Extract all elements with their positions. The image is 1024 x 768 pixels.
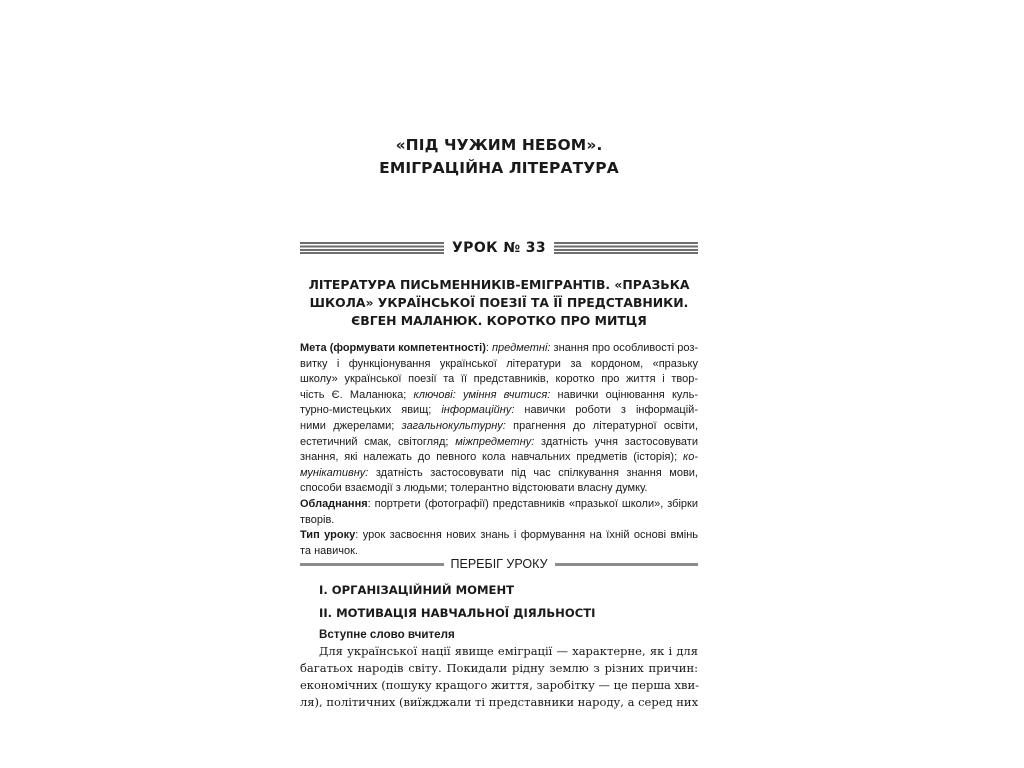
lesson-header-left-rule <box>300 242 444 254</box>
section-heading-2: ІІ. МОТИВАЦІЯ НАВЧАЛЬНОЇ ДІЯЛЬНОСТІ <box>319 606 596 620</box>
body-line: ля), політичних (виїжджали ті представники народу, а серед них <box>300 695 699 709</box>
lesson-number: УРОК № 33 <box>451 240 547 256</box>
goal-text: витку і функціонування української літератури за кордоном, «празьку <box>300 357 698 370</box>
lesson-type-label: Тип уроку <box>300 529 356 542</box>
lesson-meta <box>300 341 698 559</box>
goal-text: здатність застосовувати під час спілкування знання мови, <box>368 466 698 479</box>
goal-text: турно-мистецьких явищ; <box>300 404 442 417</box>
lesson-type-text: : урок засвоєння нових знань і формування на їхній основі вмінь <box>355 529 699 542</box>
goal-subject-term: предметні: <box>491 342 551 354</box>
lesson-progress-header <box>300 557 698 571</box>
goal-paragraph: Мета (формувати компетентності): предметні: знання про особливості роз- витку і функціонування української літератури за кордоном, «празьку школу» української поезії та її представників, коротко про життя і твор- чість Є. Маланюка; ключові: уміння вчитися: навички оцінювання куль- турно-мистецьких явищ; інформаційну: навички роботи з інформацій- ними джерелами; загальнокультурну: прагнення до літературної освіти, естетичний смак, світогляд; міжпредметну: здатність учня застосовувати знання, які належать до певного кола навчальних предметів (історія); ко- мунікативну: здатність застосовувати під час спілкування знання мови, способи взаємодії з людьми; толерантно відстоювати власну думку. <box>300 341 698 497</box>
progress-left-rule <box>300 563 444 566</box>
goal-text: чість Є. Маланюка; <box>300 388 414 401</box>
goal-text: естетичний смак, світогляд; <box>300 435 456 448</box>
goal-text: школу» української поезії та її представників, коротко про життя і твор- <box>300 373 698 386</box>
lesson-header-right-rule <box>554 242 698 254</box>
progress-right-rule <box>555 563 699 566</box>
body-line: багатьох народів світу. Покидали рідну землю з різних причин: <box>300 661 698 675</box>
goal-text: навички оцінювання куль- <box>550 388 698 401</box>
goal-label: Мета (формувати компетентності) <box>300 342 486 354</box>
lesson-topic-line-1: ЛІТЕРАТУРА ПИСЬМЕННИКІВ-ЕМІГРАНТІВ. «ПРАЗЬКА <box>308 277 690 292</box>
goal-text: знання, які належать до певного кола навчальних предметів (історія); <box>300 451 684 464</box>
goal-text: знання про особливості роз- <box>550 342 699 354</box>
body-paragraph <box>300 643 698 711</box>
goal-text: навички роботи з інформацій- <box>514 404 698 417</box>
body-line: Для української нації явище еміграції — характерне, як і для <box>319 644 698 658</box>
goal-comm-term: ко- <box>683 451 698 464</box>
lesson-topic-line-3: ЄВГЕН МАЛАНЮК. КОРОТКО ПРО МИТЦЯ <box>351 313 647 328</box>
lesson-topic-line-2: ШКОЛА» УКРАЇНСЬКОЇ ПОЕЗІЇ ТА ЇЇ ПРЕДСТАВНИКИ. <box>309 295 689 310</box>
goal-culture-term: загальнокультурну: <box>401 419 506 432</box>
progress-label: ПЕРЕБІГ УРОКУ <box>450 557 548 571</box>
equipment-text: : портрети (фотографії) представників «празької школи», збірки <box>367 497 698 510</box>
body-line: економічних (пошуку кращого життя, заробітку — це перша хви- <box>300 678 700 692</box>
goal-text: способи взаємодії з людьми; толерантно відстоювати власну думку. <box>300 482 648 495</box>
goal-text: здатність учня застосовувати <box>534 435 698 448</box>
goal-text: прагнення до літературної освіти, <box>505 419 698 432</box>
goal-key-term: ключові: уміння вчитися: <box>413 388 551 401</box>
section-heading-1: І. ОРГАНІЗАЦІЙНИЙ МОМЕНТ <box>319 583 515 597</box>
equipment-label: Обладнання <box>300 497 368 510</box>
lesson-topic <box>300 276 698 330</box>
chapter-title-line-1: «ПІД ЧУЖИМ НЕБОМ». <box>395 136 603 154</box>
lesson-type-text: та навичок. <box>300 544 358 557</box>
lesson-header <box>300 240 698 256</box>
equipment-paragraph <box>300 497 698 528</box>
goal-comm-term: мунікативну: <box>300 466 369 479</box>
chapter-title <box>300 134 698 180</box>
goal-info-term: інформаційну: <box>441 404 515 417</box>
goal-text: ними джерелами; <box>300 419 402 432</box>
subsection-heading: Вступне слово вчителя <box>319 628 455 641</box>
lesson-type-paragraph <box>300 528 698 559</box>
equipment-text: творів. <box>300 513 335 526</box>
goal-interdisc-term: міжпредметну: <box>455 435 535 448</box>
chapter-title-line-2: ЕМІГРАЦІЙНА ЛІТЕРАТУРА <box>379 159 619 177</box>
